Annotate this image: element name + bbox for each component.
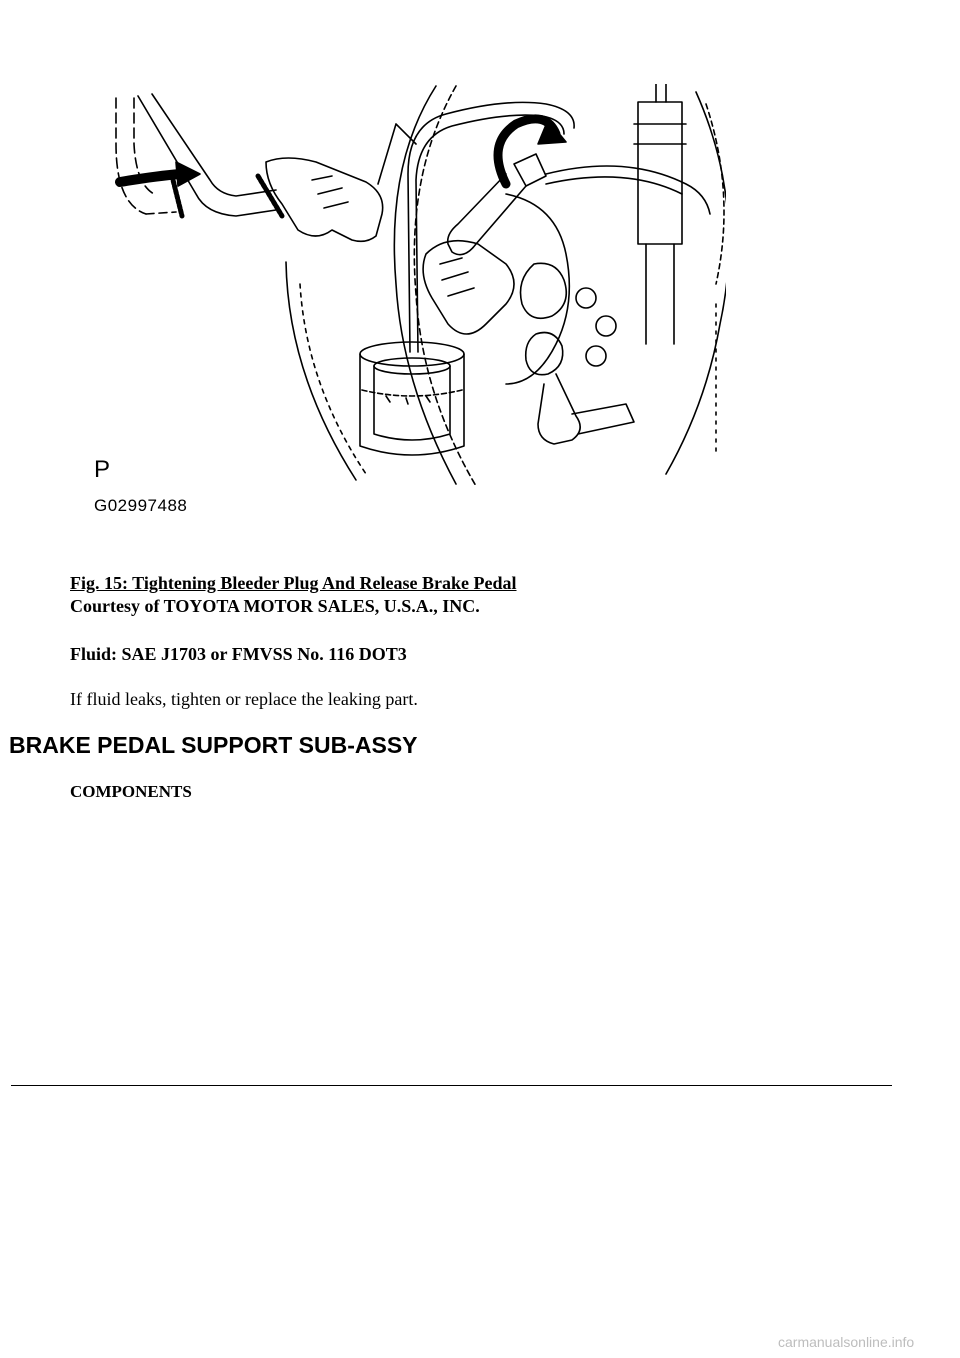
figure-reference-code: G02997488 [94, 496, 188, 515]
brake-bleeding-illustration [86, 84, 726, 522]
section-heading: BRAKE PEDAL SUPPORT SUB-ASSY [9, 732, 418, 758]
page-divider [11, 1085, 892, 1086]
figure-courtesy: Courtesy of TOYOTA MOTOR SALES, U.S.A., INC. [70, 596, 480, 616]
figure-view-letter: P [94, 456, 111, 483]
fluid-specification: Fluid: SAE J1703 or FMVSS No. 116 DOT3 [70, 644, 407, 664]
leak-instruction: If fluid leaks, tighten or replace the leaking part. [70, 689, 418, 709]
figure-caption-link[interactable]: Fig. 15: Tightening Bleeder Plug And Release Brake Pedal [70, 573, 517, 593]
subsection-heading: COMPONENTS [70, 782, 192, 801]
site-watermark: carmanualsonline.info [778, 1334, 915, 1350]
